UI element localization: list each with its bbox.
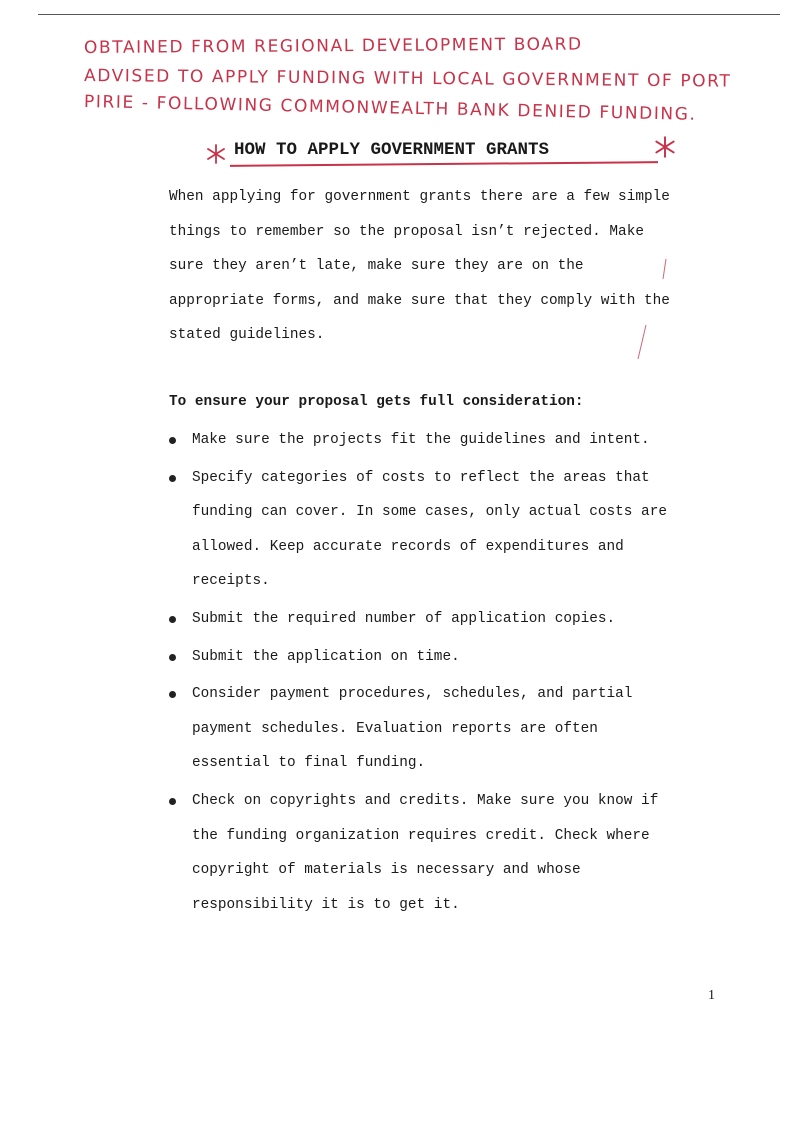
handwritten-note-line: OBTAINED FROM REGIONAL DEVELOPMENT BOARD — [83, 34, 583, 58]
bullet-icon — [169, 654, 176, 661]
list-item — [169, 784, 749, 922]
list-item-line: Submit the required number of application copies. — [192, 610, 616, 627]
asterisk-mark-icon — [652, 134, 678, 160]
bullet-icon — [169, 691, 176, 698]
list-item — [169, 602, 749, 637]
list-item-line: Make sure the projects fit the guidelines and intent. — [192, 432, 650, 448]
list-item-line: funding can cover. In some cases, only actual costs are — [192, 504, 667, 521]
intro-line: When applying for government grants there are a few simple — [169, 189, 670, 205]
bullet-list — [169, 423, 749, 925]
list-item-line: Check on copyrights and credits. Make sure you know if — [192, 792, 659, 809]
list-item — [169, 677, 749, 781]
title-underline — [230, 161, 658, 167]
list-item-line: Specify categories of costs to reflect the areas that — [192, 469, 650, 486]
asterisk-mark-icon — [204, 142, 228, 166]
list-item-line: allowed. Keep accurate records of expenditures and — [192, 538, 624, 555]
bullet-icon — [169, 616, 176, 623]
section-subheading: To ensure your proposal gets full consideration: — [169, 394, 584, 410]
list-item — [169, 423, 749, 458]
intro-line: stated guidelines. — [169, 327, 325, 343]
list-item-line: receipts. — [192, 573, 270, 590]
list-item-line: copyright of materials is necessary and whose — [192, 862, 581, 879]
list-item-line: Submit the application on time. — [192, 648, 460, 665]
bullet-icon — [169, 437, 176, 444]
top-scan-rule — [38, 14, 780, 15]
page-number: 1 — [708, 988, 715, 1003]
page-title: HOW TO APPLY GOVERNMENT GRANTS — [234, 140, 550, 160]
list-item — [169, 640, 749, 675]
bullet-icon — [169, 475, 176, 482]
list-item-line: responsibility it is to get it. — [192, 896, 460, 913]
bullet-icon — [169, 798, 176, 805]
handwritten-note — [83, 34, 784, 125]
title-block — [204, 134, 684, 170]
intro-line: appropriate forms, and make sure that they comply with the — [169, 292, 670, 309]
handwritten-note-line: ADVISED TO APPLY FUNDING WITH LOCAL GOVERNMENT OF PORT — [83, 66, 732, 92]
pen-stroke-mark — [630, 255, 670, 365]
list-item-line: payment schedules. Evaluation reports are often — [192, 720, 598, 737]
intro-line: sure they aren’t late, make sure they are on the — [169, 258, 584, 274]
list-item-line: Consider payment procedures, schedules, and partial — [192, 686, 633, 703]
list-item-line: essential to final funding. — [192, 755, 426, 772]
list-item — [169, 461, 749, 599]
intro-line: things to remember so the proposal isn’t rejected. Make — [169, 223, 644, 240]
list-item-line: the funding organization requires credit. Check where — [192, 827, 650, 844]
handwritten-note-line: PIRIE - FOLLOWING COMMONWEALTH BANK DENIED FUNDING. — [83, 92, 697, 125]
